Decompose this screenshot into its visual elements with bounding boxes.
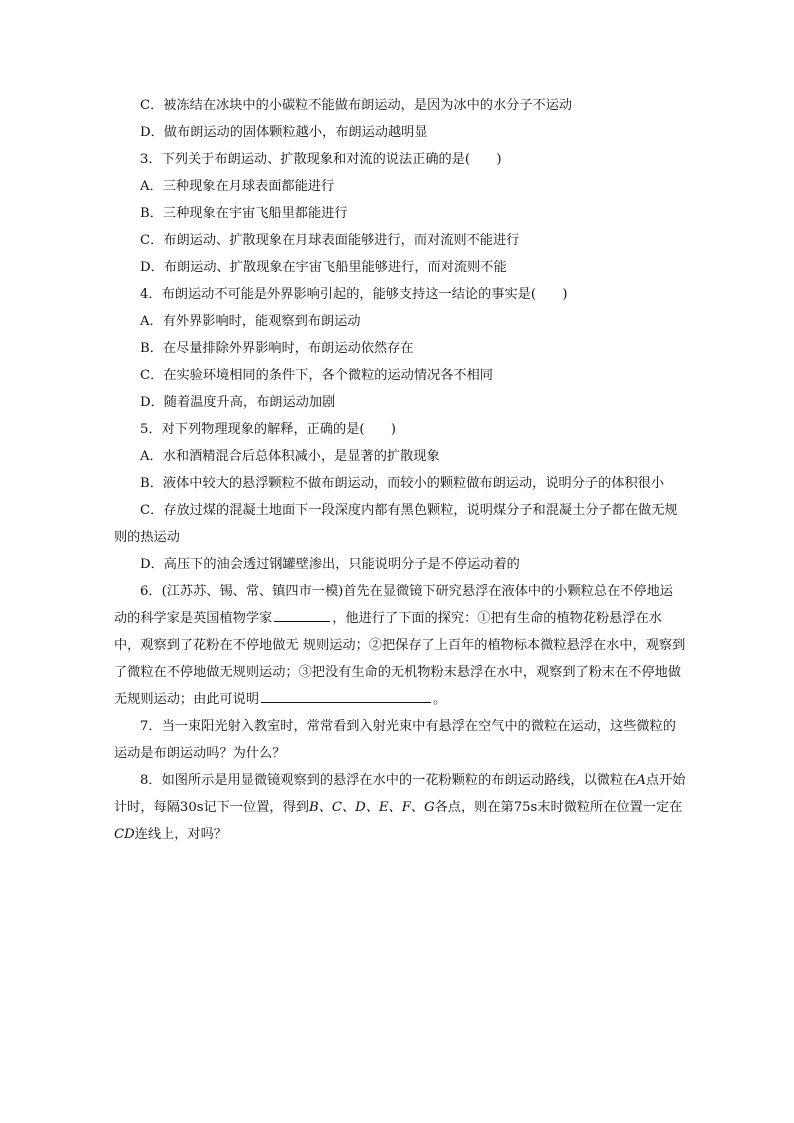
question-4-option-d: D．随着温度升高，布朗运动加剧 [140,395,336,410]
points-list: B、C、D、E、F、G [309,800,435,815]
question-4-option-a: A．有外界影响时，能观察到布朗运动 [140,314,361,329]
question-3-option-a: A．三种现象在月球表面都能进行 [140,179,335,194]
answer-blank-scientist[interactable] [274,620,330,622]
question-3-option-d: D．布朗运动、扩散现象在宇宙飞船里能够进行，而对流则不能 [140,260,507,275]
question-5-option-d: D．高压下的油会透过钢罐壁渗出，只能说明分子是不停运动着的 [140,557,520,572]
question-8-text-4: 连线上，对吗？ [134,827,227,842]
answer-blank-conclusion[interactable] [261,701,431,703]
point-a-label: A [636,773,646,788]
question-5-option-b: B．液体中较大的悬浮颗粒不做布朗运动，而较小的颗粒做布朗运动，说明分子的体积很小 [140,476,664,491]
question-8-text-3: 各点，则在第75s末时微粒所在位置一定在 [434,800,683,815]
question-8-text-2: 点开始计时，每隔30s记下一位置，得到 [114,773,686,815]
question-6-text-2: ，他进行了下面的探究：①把有生命的植物花粉悬浮在水中，观察到了花粉在不停地做无 规则运动；②把保存了上百年的植物标本微粒悬浮在水中，观察到了微粒在不停地做无规则运动；③把没有生命的无机物粉末悬浮在水中，观察到了粉末在不停地做无规则运动；由此可说明 [114,611,686,707]
question-4-option-c: C．在实验环境相同的条件下，各个微粒的运动情况各不相同 [140,368,493,383]
question-3: 3．下列关于布朗运动、扩散现象和对流的说法正确的是( ) [140,152,502,167]
question-4: 4．布朗运动不可能是外界影响引起的，能够支持这一结论的事实是( ) [140,287,568,302]
question-5-option-c: C．存放过煤的混凝土地面下一段深度内都有黑色颗粒，说明煤分子和混凝土分子都在做无规则的热运动 [114,503,678,545]
question-6-text-3: 。 [433,692,447,707]
segment-cd-label: CD [114,827,135,842]
question-3-option-b: B．三种现象在宇宙飞船里都能进行 [140,206,348,221]
question-6 [114,578,686,713]
question-3-option-c: C．布朗运动、扩散现象在月球表面能够进行，而对流则不能进行 [140,233,520,248]
question-5: 5．对下列物理现象的解释，正确的是( ) [140,422,397,437]
question-8 [114,767,686,848]
question-8-text-1: 8．如图所示是用显微镜观察到的悬浮在水中的一花粉颗粒的布朗运动路线，以微粒在 [140,773,637,788]
option-d-prev: D．做布朗运动的固体颗粒越小，布朗运动越明显 [140,125,428,140]
question-7: 7．当一束阳光射入教室时，常常看到入射光束中有悬浮在空气中的微粒在运动，这些微粒的运动是布朗运动吗？为什么？ [114,719,676,761]
question-6-text-1: 6．(江苏苏、锡、常、镇四市一模)首先在显微镜下研究悬浮在液体中的小颗粒总在不停地运动的科学家是英国植物学家 [114,584,673,626]
question-content [114,92,686,848]
question-4-option-b: B．在尽量排除外界影响时，布朗运动依然存在 [140,341,414,356]
question-5-option-a: A．水和酒精混合后总体积减小，是显著的扩散现象 [140,449,440,464]
option-c-prev: C．被冻结在冰块中的小碳粒不能做布朗运动，是因为冰中的水分子不运动 [140,98,573,113]
